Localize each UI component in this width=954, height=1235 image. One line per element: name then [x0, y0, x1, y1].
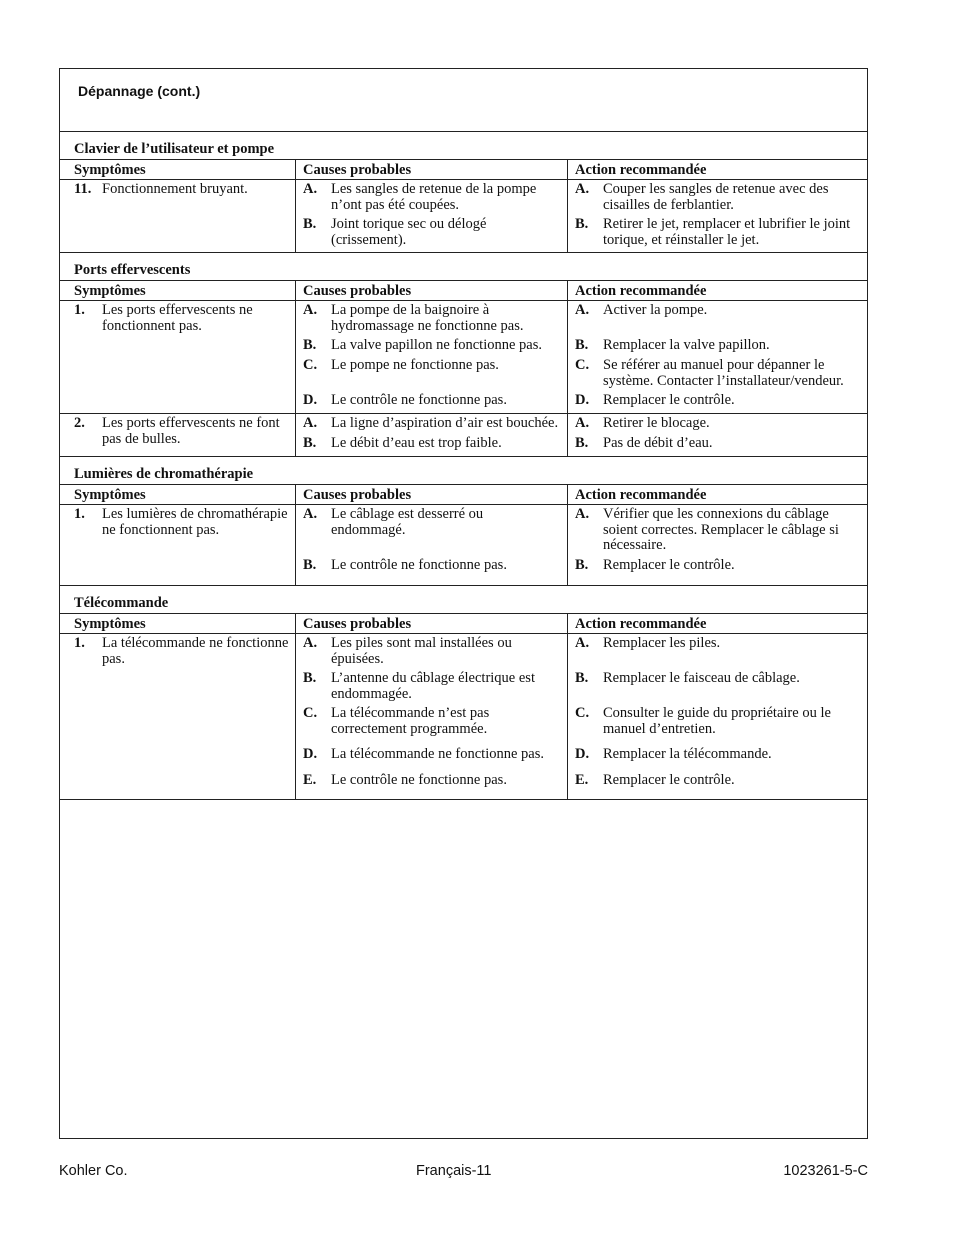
action-item [575, 393, 861, 409]
action-item [575, 436, 861, 452]
table-row [60, 180, 867, 252]
symptoms-header: Symptômes [60, 160, 295, 180]
footer-company: Kohler Co. [59, 1163, 128, 1179]
cause-item [303, 182, 561, 213]
cause-item-text: Le contrôle ne fonctionne pas. [331, 772, 507, 788]
causes-cell [295, 301, 567, 413]
page-heading [60, 69, 867, 132]
table-row [60, 414, 867, 456]
symptom [74, 416, 289, 447]
action-item-text: Remplacer les piles. [603, 635, 721, 651]
cause-item-label: A. [303, 506, 318, 522]
cause-item [303, 416, 561, 432]
cause-item [303, 358, 561, 389]
action-item-label: A. [575, 415, 590, 431]
cause-item-label: B. [303, 435, 317, 451]
action-item [575, 507, 861, 554]
cause-item-text: La valve papillon ne fonctionne pas. [331, 337, 542, 353]
cause-item [303, 558, 561, 581]
symptom-cell [60, 301, 295, 413]
symptom [74, 636, 289, 667]
table-row [60, 634, 867, 799]
symptom-cell [60, 505, 295, 585]
symptom [74, 507, 289, 538]
action-item [575, 358, 861, 389]
cause-item-text: Le contrôle ne fonctionne pas. [331, 392, 507, 408]
symptom-cell [60, 634, 295, 799]
cause-item-label: E. [303, 772, 317, 788]
cause-item-text: La ligne d’aspiration d’air est bouchée. [331, 415, 559, 431]
action-item [575, 182, 861, 213]
action-item [575, 706, 861, 743]
cause-item-text: La télécommande ne fonctionne pas. [331, 746, 544, 762]
causes-cell [295, 634, 567, 799]
symptom-cell [60, 414, 295, 456]
actions-cell [567, 301, 867, 413]
action-item [575, 558, 861, 581]
action-item [575, 636, 861, 667]
table-row [60, 301, 867, 414]
action-item [575, 303, 861, 334]
cause-item-text: Les piles sont mal installées ou épuisées. [331, 635, 512, 667]
symptoms-header: Symptômes [60, 485, 295, 505]
action-item-text: Remplacer la valve papillon. [603, 337, 770, 353]
cause-item-label: A. [303, 415, 318, 431]
causes-cell [295, 505, 567, 585]
symptom-text: Fonctionnement bruyant. [102, 181, 248, 197]
action-item-label: B. [575, 216, 589, 232]
action-item [575, 773, 861, 795]
actions-header: Action recommandée [567, 485, 867, 505]
action-item-text: Remplacer le contrôle. [603, 772, 735, 788]
symptom [74, 182, 289, 198]
cause-item [303, 706, 561, 743]
actions-header: Action recommandée [567, 281, 867, 301]
troubleshooting-sections [60, 132, 867, 800]
symptom-label: 1. [74, 302, 85, 318]
actions-cell [567, 634, 867, 799]
action-item-label: C. [575, 357, 590, 373]
action-item-text: Couper les sangles de retenue avec des cisailles de ferblantier. [603, 181, 829, 213]
section-title: Télécommande [60, 586, 867, 614]
cause-item-text: Le débit d’eau est trop faible. [331, 435, 502, 451]
symptom-text: Les ports effervescents ne font pas de bulles. [102, 415, 280, 447]
causes-cell [295, 414, 567, 456]
action-item-label: A. [575, 302, 590, 318]
symptom-text: Les ports effervescents ne fonctionnent pas. [102, 302, 253, 334]
troubleshooting-section [60, 253, 867, 457]
cause-item-label: D. [303, 392, 318, 408]
actions-cell [567, 505, 867, 585]
action-item-label: A. [575, 506, 590, 522]
cause-item-text: Les sangles de retenue de la pompe n’ont pas été coupées. [331, 181, 537, 213]
action-item-text: Remplacer le contrôle. [603, 392, 735, 408]
action-item [575, 671, 861, 702]
action-item-label: B. [575, 557, 589, 573]
footer-page-number: Français-11 [416, 1163, 492, 1179]
action-item-text: Consulter le guide du propriétaire ou le manuel d’entretien. [603, 705, 831, 737]
page-title: Dépannage (cont.) [78, 83, 201, 99]
cause-item-label: B. [303, 670, 317, 686]
causes-header: Causes probables [295, 614, 567, 634]
section-title: Lumières de chromathérapie [60, 457, 867, 485]
troubleshooting-frame [59, 68, 868, 1139]
causes-header: Causes probables [295, 160, 567, 180]
troubleshooting-section [60, 457, 867, 586]
action-item-label: D. [575, 746, 590, 762]
symptom-cell [60, 180, 295, 252]
cause-item [303, 507, 561, 554]
cause-item-label: B. [303, 216, 317, 232]
action-item-label: D. [575, 392, 590, 408]
cause-item-label: B. [303, 337, 317, 353]
action-item-text: Activer la pompe. [603, 302, 708, 318]
cause-item [303, 338, 561, 354]
cause-item [303, 303, 561, 334]
symptom-text: Les lumières de chromathérapie ne fonctionnent pas. [102, 506, 288, 538]
action-item-text: Retirer le jet, remplacer et lubrifier le joint torique, et réinstaller le jet. [603, 216, 851, 248]
column-header-row [60, 614, 867, 634]
cause-item [303, 747, 561, 769]
cause-item-text: Le câblage est desserré ou endommagé. [331, 506, 484, 538]
cause-item-label: A. [303, 635, 318, 651]
action-item-text: Retirer le blocage. [603, 415, 710, 431]
action-item [575, 416, 861, 432]
action-item-text: Vérifier que les connexions du câblage soient correctes. Remplacer le câblage si nécessaire. [603, 506, 839, 553]
symptom-label: 2. [74, 415, 85, 431]
symptom-label: 11. [74, 181, 92, 197]
cause-item [303, 671, 561, 702]
actions-cell [567, 180, 867, 252]
symptoms-header: Symptômes [60, 281, 295, 301]
column-header-row [60, 160, 867, 180]
cause-item-text: L’antenne du câblage électrique est endommagée. [331, 670, 535, 702]
column-header-row [60, 485, 867, 505]
footer-document-number: 1023261-5-C [783, 1163, 868, 1179]
symptom-label: 1. [74, 635, 85, 651]
cause-item-label: C. [303, 705, 318, 721]
action-item-text: Remplacer le contrôle. [603, 557, 735, 573]
causes-header: Causes probables [295, 281, 567, 301]
causes-header: Causes probables [295, 485, 567, 505]
column-header-row [60, 281, 867, 301]
causes-cell [295, 180, 567, 252]
cause-item [303, 393, 561, 409]
cause-item [303, 217, 561, 248]
cause-item-text: Le contrôle ne fonctionne pas. [331, 557, 507, 573]
cause-item [303, 773, 561, 795]
table-row [60, 505, 867, 585]
action-item-label: B. [575, 670, 589, 686]
actions-header: Action recommandée [567, 160, 867, 180]
cause-item-label: D. [303, 746, 318, 762]
cause-item-text: La pompe de la baignoire à hydromassage ne fonctionne pas. [331, 302, 524, 334]
cause-item-text: Le pompe ne fonctionne pas. [331, 357, 499, 373]
action-item-text: Remplacer la télécommande. [603, 746, 772, 762]
troubleshooting-section [60, 586, 867, 800]
symptom-text: La télécommande ne fonctionne pas. [102, 635, 289, 667]
cause-item [303, 436, 561, 452]
action-item-label: A. [575, 181, 590, 197]
cause-item-text: Joint torique sec ou délogé (crissement). [331, 216, 487, 248]
cause-item-text: La télécommande n’est pas correctement programmée. [331, 705, 490, 737]
symptoms-header: Symptômes [60, 614, 295, 634]
action-item [575, 338, 861, 354]
actions-header: Action recommandée [567, 614, 867, 634]
action-item-label: A. [575, 635, 590, 651]
symptom [74, 303, 289, 334]
action-item-text: Se référer au manuel pour dépanner le système. Contacter l’installateur/vendeur. [603, 357, 844, 389]
action-item-label: B. [575, 337, 589, 353]
cause-item-label: A. [303, 302, 318, 318]
troubleshooting-section [60, 132, 867, 253]
symptom-label: 1. [74, 506, 85, 522]
action-item-label: C. [575, 705, 590, 721]
cause-item [303, 636, 561, 667]
action-item-label: B. [575, 435, 589, 451]
cause-item-label: C. [303, 357, 318, 373]
action-item [575, 747, 861, 769]
cause-item-label: B. [303, 557, 317, 573]
action-item-label: E. [575, 772, 589, 788]
action-item-text: Pas de débit d’eau. [603, 435, 713, 451]
actions-cell [567, 414, 867, 456]
section-title: Clavier de l’utilisateur et pompe [60, 132, 867, 160]
action-item [575, 217, 861, 248]
cause-item-label: A. [303, 181, 318, 197]
section-title: Ports effervescents [60, 253, 867, 281]
action-item-text: Remplacer le faisceau de câblage. [603, 670, 800, 686]
